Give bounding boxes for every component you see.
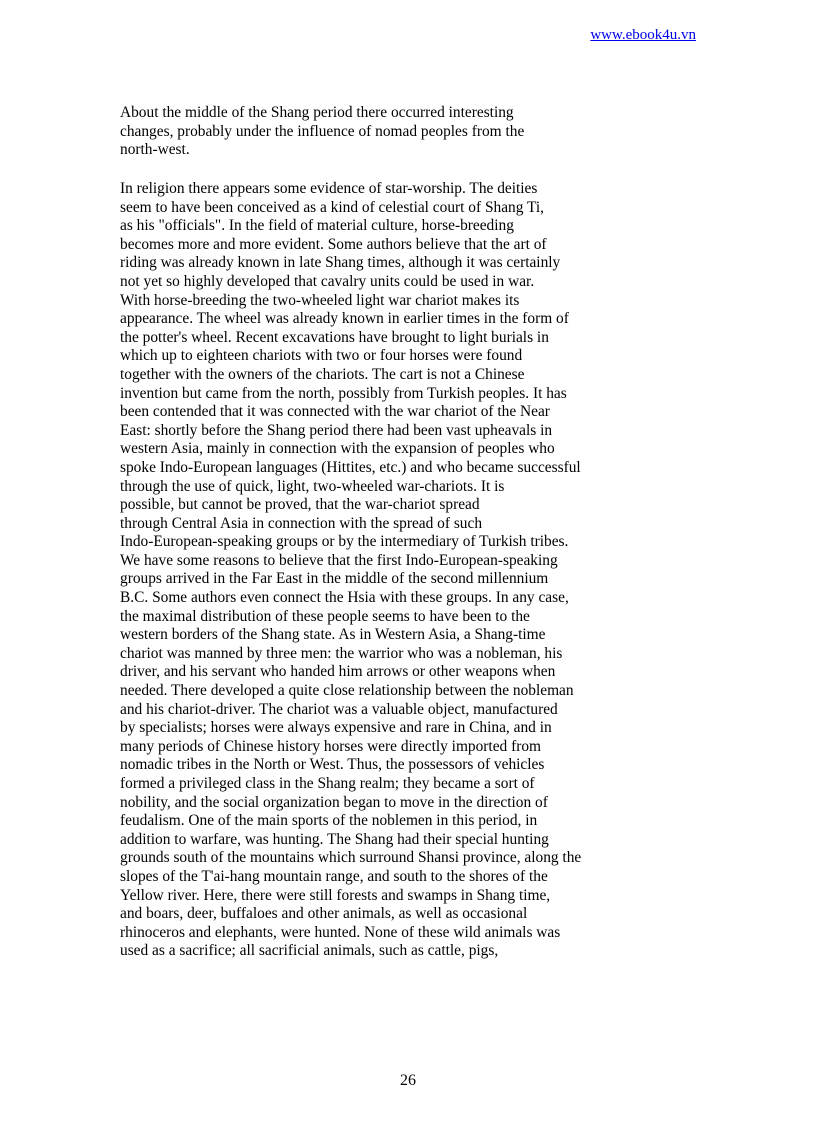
text-line: possible, but cannot be proved, that the war-chariot spread	[120, 496, 480, 514]
text-line: north-west.	[120, 141, 190, 159]
text-line: We have some reasons to believe that the first Indo-European-speaking	[120, 551, 558, 569]
text-line: riding was already known in late Shang times, although it was certainly	[120, 254, 561, 272]
text-line: East: shortly before the Shang period there had been vast upheavals in	[120, 421, 553, 439]
paragraph-2	[120, 180, 620, 961]
text-line: Yellow river. Here, there were still forests and swamps in Shang time,	[120, 886, 551, 904]
text-line: invention but came from the north, possibly from Turkish peoples. It has	[120, 384, 567, 402]
text-line: chariot was manned by three men: the warrior who was a nobleman, his	[120, 644, 563, 662]
text-line: the maximal distribution of these people seems to have been to the	[120, 607, 530, 625]
text-line: western Asia, mainly in connection with the expansion of peoples who	[120, 440, 555, 458]
text-line: seem to have been conceived as a kind of celestial court of Shang Ti,	[120, 198, 544, 216]
text-line: and his chariot-driver. The chariot was a valuable object, manufactured	[120, 700, 558, 718]
text-line: nomadic tribes in the North or West. Thus, the possessors of vehicles	[120, 756, 545, 774]
text-line: nobility, and the social organization began to move in the direction of	[120, 793, 548, 811]
text-line: grounds south of the mountains which surround Shansi province, along the	[120, 849, 582, 867]
text-line: been contended that it was connected with the war chariot of the Near	[120, 403, 550, 421]
text-line: rhinoceros and elephants, were hunted. None of these wild animals was	[120, 923, 561, 941]
text-line: not yet so highly developed that cavalry units could be used in war.	[120, 272, 535, 290]
text-line: many periods of Chinese history horses were directly imported from	[120, 737, 542, 755]
text-line: changes, probably under the influence of nomad peoples from the	[120, 122, 525, 140]
text-line: feudalism. One of the main sports of the noblemen in this period, in	[120, 812, 538, 830]
text-line: and boars, deer, buffaloes and other animals, as well as occasional	[120, 905, 528, 923]
text-line: together with the owners of the chariots. The cart is not a Chinese	[120, 365, 525, 383]
text-line: groups arrived in the Far East in the middle of the second millennium	[120, 570, 549, 588]
text-line: used as a sacrifice; all sacrificial animals, such as cattle, pigs,	[120, 942, 499, 960]
text-line: the potter's wheel. Recent excavations have brought to light burials in	[120, 328, 549, 346]
text-line: addition to warfare, was hunting. The Shang had their special hunting	[120, 830, 549, 848]
text-line: by specialists; horses were always expensive and rare in China, and in	[120, 719, 552, 737]
text-line: through Central Asia in connection with the spread of such	[120, 514, 483, 532]
text-line: In religion there appears some evidence of star-worship. The deities	[120, 180, 538, 197]
text-line: B.C. Some authors even connect the Hsia with these groups. In any case,	[120, 589, 569, 607]
page-number: 26	[400, 1072, 416, 1089]
text-line: driver, and his servant who handed him arrows or other weapons when	[120, 663, 556, 681]
text-line: About the middle of the Shang period there occurred interesting	[120, 104, 514, 121]
text-line: slopes of the T'ai-hang mountain range, and south to the shores of the	[120, 867, 548, 885]
text-line: through the use of quick, light, two-wheeled war-chariots. It is	[120, 477, 505, 495]
text-line: becomes more and more evident. Some authors believe that the art of	[120, 235, 547, 253]
site-link[interactable]: www.ebook4u.vn	[590, 27, 696, 43]
text-line: With horse-breeding the two-wheeled light war chariot makes its	[120, 291, 520, 309]
text-line: as his "officials". In the field of material culture, horse-breeding	[120, 217, 514, 235]
paragraph-1	[120, 104, 620, 160]
text-line: spoke Indo-European languages (Hittites, etc.) and who became successful	[120, 458, 581, 476]
text-line: western borders of the Shang state. As in Western Asia, a Shang-time	[120, 626, 546, 644]
text-line: needed. There developed a quite close relationship between the nobleman	[120, 682, 574, 700]
text-line: which up to eighteen chariots with two or four horses were found	[120, 347, 523, 365]
text-line: Indo-European-speaking groups or by the intermediary of Turkish tribes.	[120, 533, 569, 551]
text-line: formed a privileged class in the Shang realm; they became a sort of	[120, 775, 535, 792]
text-line: appearance. The wheel was already known in earlier times in the form of	[120, 310, 569, 328]
